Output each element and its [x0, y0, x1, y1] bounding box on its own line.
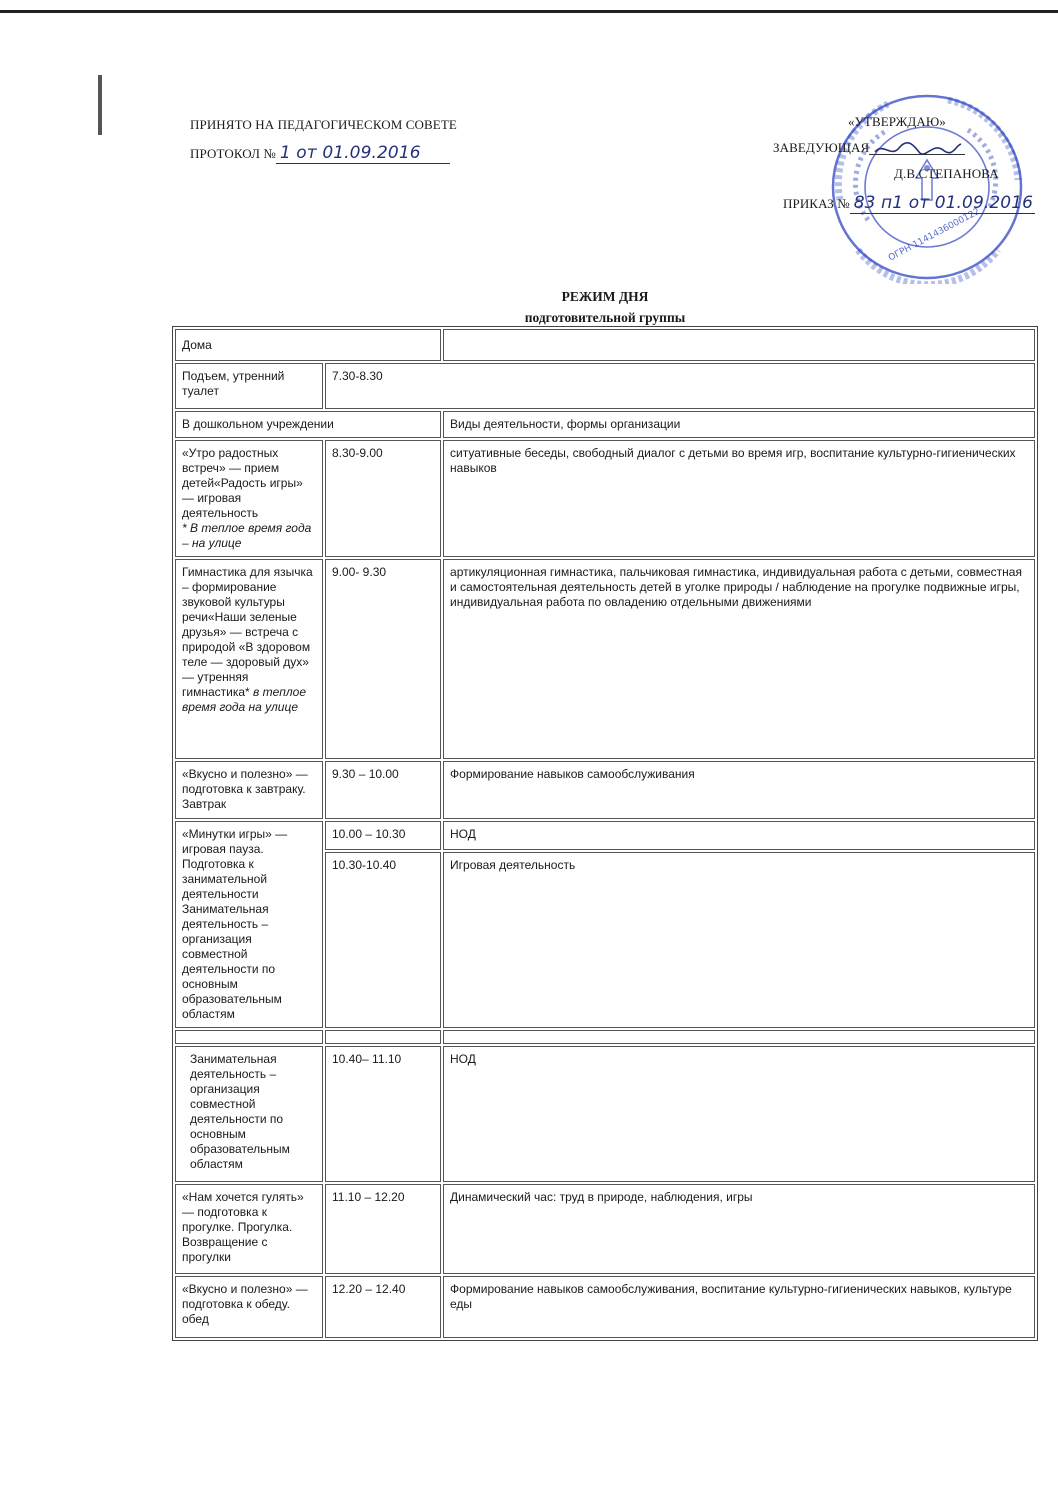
row-time: 10.00 – 10.30: [325, 821, 441, 850]
table-row: [175, 411, 1035, 438]
document-title: РЕЖИМ ДНЯ: [561, 289, 649, 304]
order-prefix: ПРИКАЗ №: [783, 196, 850, 211]
schedule-table: [172, 326, 1038, 1341]
table-row: [175, 329, 1035, 361]
row-activity: Формирование навыков самообслуживания, воспитание культурно-гигиенических навыков, культуре еды: [443, 1276, 1035, 1338]
wakeup-time: 7.30-8.30: [325, 363, 1035, 409]
row-activity: НОД: [443, 821, 1035, 850]
row-time: 8.30-9.00: [325, 440, 441, 557]
activities-header: Виды деятельности, формы организации: [443, 411, 1035, 438]
scan-top-edge: [0, 10, 1058, 13]
row-name: «Минутки игры» — игровая пауза. Подготовка к занимательной деятельности Занимательная деятельность – организация совместной деятельности по основным образовательным областям: [175, 821, 323, 1028]
row-name: «Вкусно и полезно» — подготовка к завтраку. Завтрак: [175, 761, 323, 819]
row-name: «Нам хочется гулять» — подготовка к прогулке. Прогулка. Возвращение с прогулки: [175, 1184, 323, 1274]
row-time: 12.20 – 12.40: [325, 1276, 441, 1338]
signature-line: [869, 140, 965, 155]
row-activity: Динамический час: труд в природе, наблюдения, игры: [443, 1184, 1035, 1274]
table-row: [175, 1184, 1035, 1274]
row-time: 10.40– 11.10: [325, 1046, 441, 1182]
row-activity: артикуляционная гимнастика, пальчиковая гимнастика, индивидуальная работа с детьми, совместная и самостоятельная деятельность детей в уголке природы / наблюдение на прогулке подвижные игры, индивидуальная работа по овладению отдельными движениями: [443, 559, 1035, 759]
row-time: 9.00- 9.30: [325, 559, 441, 759]
approve-label: «УТВЕРЖДАЮ»: [848, 114, 946, 129]
scan-margin-mark: [98, 75, 102, 135]
row-note: * В теплое время года – на улице: [182, 521, 312, 550]
row-name: «Вкусно и полезно» — подготовка к обеду. обед: [175, 1276, 323, 1338]
table-row: [175, 363, 1035, 409]
institution-label: В дошкольном учреждении: [175, 411, 441, 438]
table-row: [175, 1276, 1035, 1338]
row-time: 9.30 – 10.00: [325, 761, 441, 819]
empty-cell: [325, 1030, 441, 1044]
table-row: [175, 1046, 1035, 1182]
row-note: в теплое время года на улице: [182, 685, 307, 714]
empty-cell: [175, 1030, 323, 1044]
row-name: Гимнастика для язычка – формирование звуковой культуры речи«Наши зеленые друзья» — встреча с природой «В здоровом теле — здоровый дух» — утренняя гимнастика* в теплое время года на улице: [175, 559, 323, 759]
seal-ogrn: ОГРН 1141436000122: [886, 206, 982, 264]
row-time: 11.10 – 12.20: [325, 1184, 441, 1274]
table-row: [175, 440, 1035, 557]
protocol-prefix: ПРОТОКОЛ №: [190, 146, 276, 161]
document-subtitle: подготовительной группы: [524, 310, 686, 325]
row-activity-secondary: Игровая деятельность: [443, 852, 1035, 1028]
table-row: [175, 761, 1035, 819]
row-time-secondary: 10.30-10.40: [325, 852, 441, 1028]
head-label: ЗАВЕДУЮЩАЯ: [773, 140, 870, 155]
table-row: [175, 821, 1035, 850]
table-row: [175, 559, 1035, 759]
row-activity: Формирование навыков самообслуживания: [443, 761, 1035, 819]
order-line: [783, 193, 1035, 214]
handwritten-signature: [873, 140, 963, 158]
row-name: «Утро радостных встреч» — прием детей«Радость игры» — игровая деятельность * В теплое время года – на улице: [175, 440, 323, 557]
accepted-line: ПРИНЯТО НА ПЕДАГОГИЧЕСКОМ СОВЕТЕ: [190, 117, 457, 132]
row-activity: ситуативные беседы, свободный диалог с детьми во время игр, воспитание культурно-гигиенических навыков: [443, 440, 1035, 557]
protocol-line: [190, 143, 450, 164]
head-line: [773, 140, 965, 156]
head-name: Д.В.СТЕПАНОВА: [894, 166, 999, 181]
wakeup-label: Подъем, утренний туалет: [175, 363, 323, 409]
protocol-number-handwritten: 1 от 01.09.2016: [276, 143, 450, 164]
home-empty-cell: [443, 329, 1035, 361]
empty-cell: [443, 1030, 1035, 1044]
table-row-empty: [175, 1030, 1035, 1044]
order-number-handwritten: 83 п1 от 01.09.2016: [850, 193, 1035, 214]
home-label: Дома: [175, 329, 441, 361]
row-name: Занимательная деятельность – организация совместной деятельности по основным образовательным областям: [175, 1046, 323, 1182]
row-activity: НОД: [443, 1046, 1035, 1182]
